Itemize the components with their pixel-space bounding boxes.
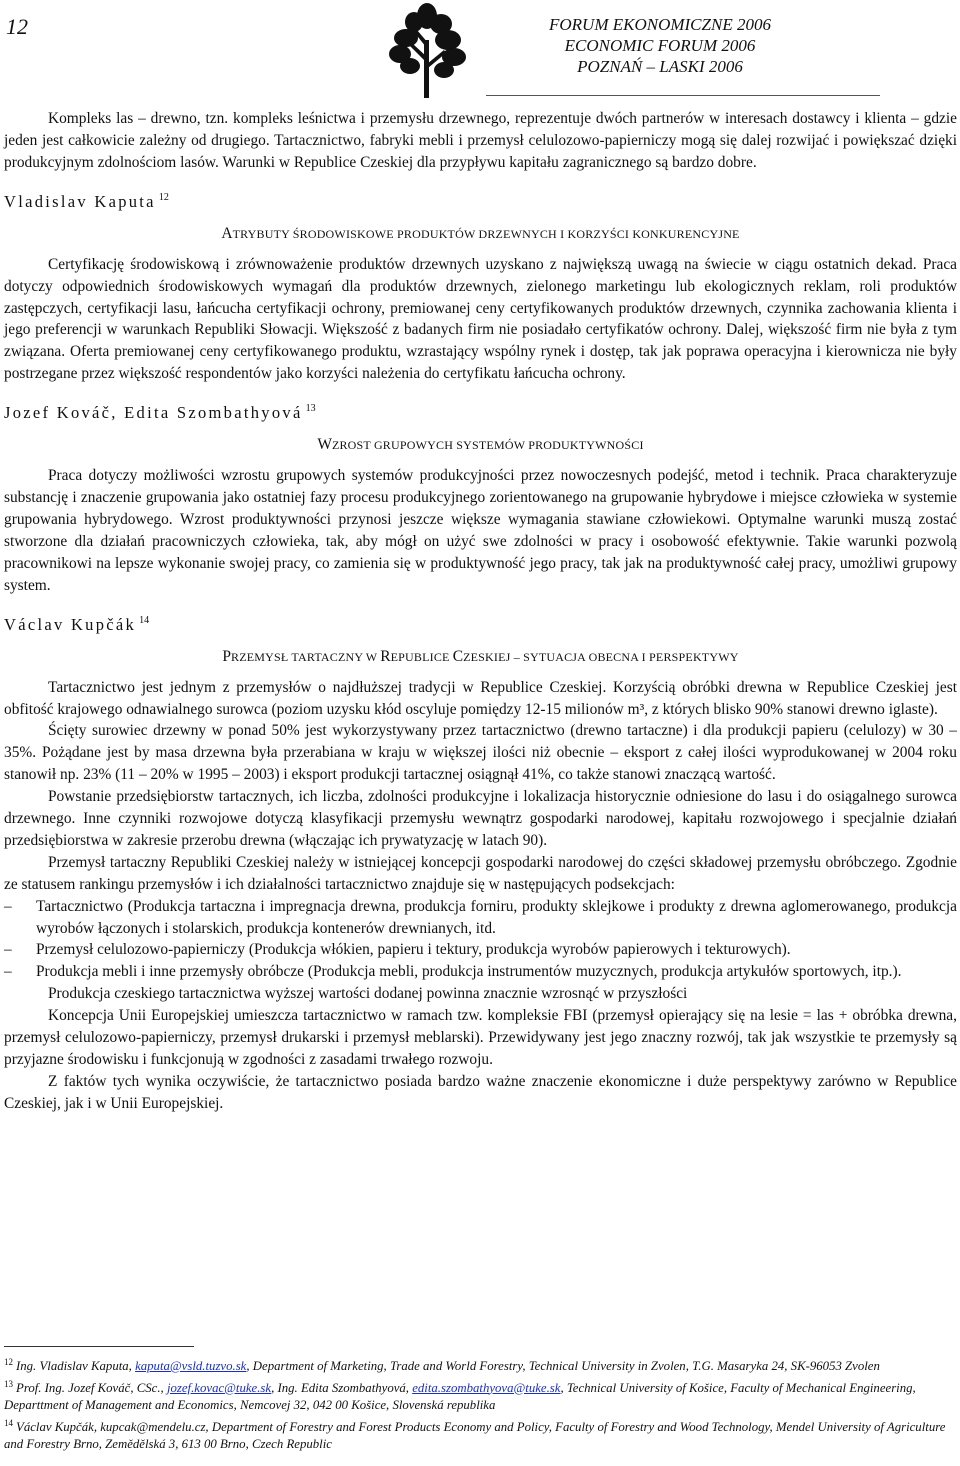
article-paragraph: Z faktów tych wynika oczywiście, że tartacznictwo posiada bardzo ważne znaczenie ekonomiczne i duże perspektywy zarówno w Republice Czeskiej, jak i w Unii Europejskiej.	[4, 1072, 957, 1112]
article-paragraph: Tartacznictwo jest jednym z przemysłów o najdłuższej tradycji w Republice Czeskiej. Korzyścią obróbki drewna w Republice Czeskiej jest obfitość krajowego odnawialnego surowca (poziom uzysku kłód oscyluje pomiędzy 12-15 milionów m³, z których blisko 90% stanowi drewno iglaste).	[4, 678, 957, 718]
article-title: PRZEMYSŁ TARTACZNY W REPUBLICE CZESKIEJ – SYTUACJA OBECNA I PERSPEKTYWY	[222, 647, 739, 665]
footnote-ref: 14	[139, 614, 150, 626]
list-item: – Produkcja mebli i inne przemysły obróbcze (Produkcja mebli, produkcja instrumentów muzycznych, produkcja artykułów sportowych, itp.).	[4, 961, 957, 983]
footnote: $^{14}$ Václav Kupčák, kupcak@mendelu.cz, Department of Forestry and Forest Products Economy and Policy, Faculty of Forestry and Wood Technology, Mendel University of Agriculture and Forestry Brno, Zemědělská 3, 613 00 Brno, Czech Republic	[4, 1417, 946, 1451]
article-paragraph: Koncepcja Unii Europejskiej umieszcza tartacznictwo w ramach tzw. kompleksie FBI (przemysł opierający się na lesie = las + obróbka drewna, przemysł celulozowo-papierniczy, przemysł drukarski i przemysł meblarski). Przewidywany jest jego znaczny rozwój, tak jak wszystkie te przemysły są przyjazne środowisku i funkcjonują w zgodności z zasadami trwałego rozwoju.	[4, 1007, 957, 1068]
footnote: $^{12}$ Ing. Vladislav Kaputa, kaputa@vsld.tuzvo.sk, Department of Marketing, Trade and World Forestry, Technical University in Zvolen, T.G. Masaryka 24, SK-96053 Zvolen	[4, 1357, 880, 1373]
email-link[interactable]: edita.szombathyova@tuke.sk	[412, 1380, 561, 1395]
journal-line: ECONOMIC FORUM 2006	[564, 36, 756, 55]
article-paragraph: Ścięty surowiec drzewny w ponad 50% jest wykorzystywany przez tartacznictwo (drewno tartaczne) i dla produkcji papieru (celulozy) w 30 – 35%. Pożądane jest by masa drzewna była przerabiana w kraju w większej ilości niż obecnie – eksport z całej ilości wyprodukowanej w 2004 roku stanowił np. 23% (11 – 20% w 1995 – 2003) i eksport produkcji tartacznej osiągnął 41%, co także stanowi znaczącą wartość.	[4, 722, 957, 784]
footnote-ref: 12	[158, 191, 169, 203]
subsection-list	[4, 896, 957, 984]
article-paragraph: Certyfikację środowiskową i zrównoważenie produktów drzewnych uzyskano z największą uwagą na świecie w ciągu ostatnich dekad. Praca dotyczy odpowiednich środowiskowych wymagań dla produktów drzewnych, zielonego marketingu lub ekologicznych reklam, roli produktów zastępczych, certyfikacji lasu, łańcucha certyfikacji ochrony, premiowanej ceny certyfikowanych produktów drzewnych, czynnika zachowania klienta i jego preferencji w warunkach Republiki Słowacji. Większość z badanych firm nie posiadało certyfikatów ochrony. Dalej, większość firm nie była z tym związana. Oferta premiowanej ceny certyfikowanego produktu, wzrastający wspólny rynek i dostęp, tak jak poprawa operacyjna i kierownicza nie były postrzegane przez większość respondentów jako korzyści należenia do certyfikatu łańcucha ochrony.	[4, 255, 957, 383]
header-rule	[486, 95, 880, 96]
intro-paragraph: Kompleks las – drewno, tzn. kompleks leśnictwa i przemysłu drzewnego, reprezentuje dwóch partnerów w interesach dostawcy i klienta – gdzie jeden jest całkowicie zależny od drugiego. Tartacznictwo, fabryki mebli i przemysł celulozowo-papierniczy mogą się dalej rozwijać i powiększać dzięki produkcyjnym zdolnościom lasów. Warunki w Republice Czeskiej dla przypływu kapitału zagranicznego są bardzo dobre.	[4, 110, 957, 171]
list-item: – Przemysł celulozowo-papierniczy (Produkcja włókien, papieru i tektury, produkcja wyrobów papierowych i tekturowych).	[4, 939, 957, 961]
footnote-rule	[4, 1346, 194, 1347]
journal-line: FORUM EKONOMICZNE 2006	[549, 15, 771, 34]
article-paragraph: Praca dotyczy możliwości wzrostu grupowych systemów produkcyjności przez nowoczesnych podejść, metod i technik. Praca charakteryzuje substancję i znaczenie grupowania jako ostatniej fazy procesu produkcyjnego zorientowanego na grupowanie hybrydowe i miejsce człowieka w systemie grupowania hybrydowego. Wzrost produktywności przynosi jeszcze większe wymagania stawiane człowiekowi. Optymalne warunki muszą zostać stworzone dla działań pracowniczych człowieka, tak, aby mógł on użyć swe zdolności w pracy i osobowość efektywnie. Takie warunki pozwolą pracownikowi na lepsze wykonanie swojej pracy, co zamienia się w produktywność jego pracy, tak jak na produktywność całej pracy, umożliwi grupowy system.	[4, 467, 957, 594]
email-link[interactable]: kaputa@vsld.tuzvo.sk	[135, 1359, 247, 1373]
list-item: – Tartacznictwo (Produkcja tartaczna i impregnacja drewna, produkcja forniru, produkty sklejkowe i produkty z drewna aglomerowanego, produkcja wyrobów łączonych i stolarskich, produkcja kontenerów drewnianych, itd.	[4, 896, 957, 940]
article-paragraph: Powstanie przedsiębiorstw tartacznych, ich liczba, zdolności produkcyjne i lokalizacja historycznie odniesione do lasu i do osiągalnego surowca drzewnego. Inne czynniki rozwojowe dotyczą klasyfikacji przemysłu wewnątrz gospodarki narodowej, kapitału rozwojowego i specjalnie działań przedsiębiorstwa w zakresie przerobu drewna (włączając ich prywatyzację w latach 90).	[4, 788, 957, 849]
article-title: ATRYBUTY ŚRODOWISKOWE PRODUKTÓW DRZEWNYCH I KORZYŚCI KONKURENCYJNE	[221, 224, 740, 242]
article-author: Václav Kupčák $^{14}$	[4, 614, 150, 634]
footnotes	[4, 1354, 957, 1454]
email-link[interactable]: jozef.kovac@tuke.sk	[166, 1380, 272, 1395]
article-paragraph: Produkcja czeskiego tartacznictwa wyższej wartości dodanej powinna znacznie wzrosnąć w przyszłości	[48, 985, 688, 1003]
page-number: 12	[6, 14, 28, 39]
article-author: Jozef Kováč, Edita Szombathyová $^{13}$	[4, 403, 316, 423]
footnote: $^{13}$ Prof. Ing. Jozef Kováč, CSc., jozef.kovac@tuke.sk, Ing. Edita Szombathyová, edita.szombathyova@tuke.sk, Technical University of Košice, Faculty of Mechanical Engineering, Departtment of Management and Economics, Nemcovej 32, 042 00 Košice, Slovenská republika	[4, 1378, 916, 1412]
tree-logo-icon	[384, 2, 470, 98]
article-paragraph: Przemysł tartaczny Republiki Czeskiej należy w istniejącej koncepcji gospodarki narodowej do części składowej przemysłu obróbczego. Zgodnie ze statusem rankingu przemysłów i ich działalności tartacznictwo znajduje się w następujących podsekcjach:	[4, 853, 957, 893]
journal-line: POZNAŃ – LASKI 2006	[577, 57, 743, 76]
article-author: Vladislav Kaputa $^{12}$	[4, 191, 169, 211]
body-content	[4, 108, 957, 1115]
footnote-ref: 13	[305, 403, 316, 415]
journal-header	[484, 14, 836, 77]
article-title: WZROST GRUPOWYCH SYSTEMÓW PRODUKTYWNOŚCI	[317, 436, 644, 454]
